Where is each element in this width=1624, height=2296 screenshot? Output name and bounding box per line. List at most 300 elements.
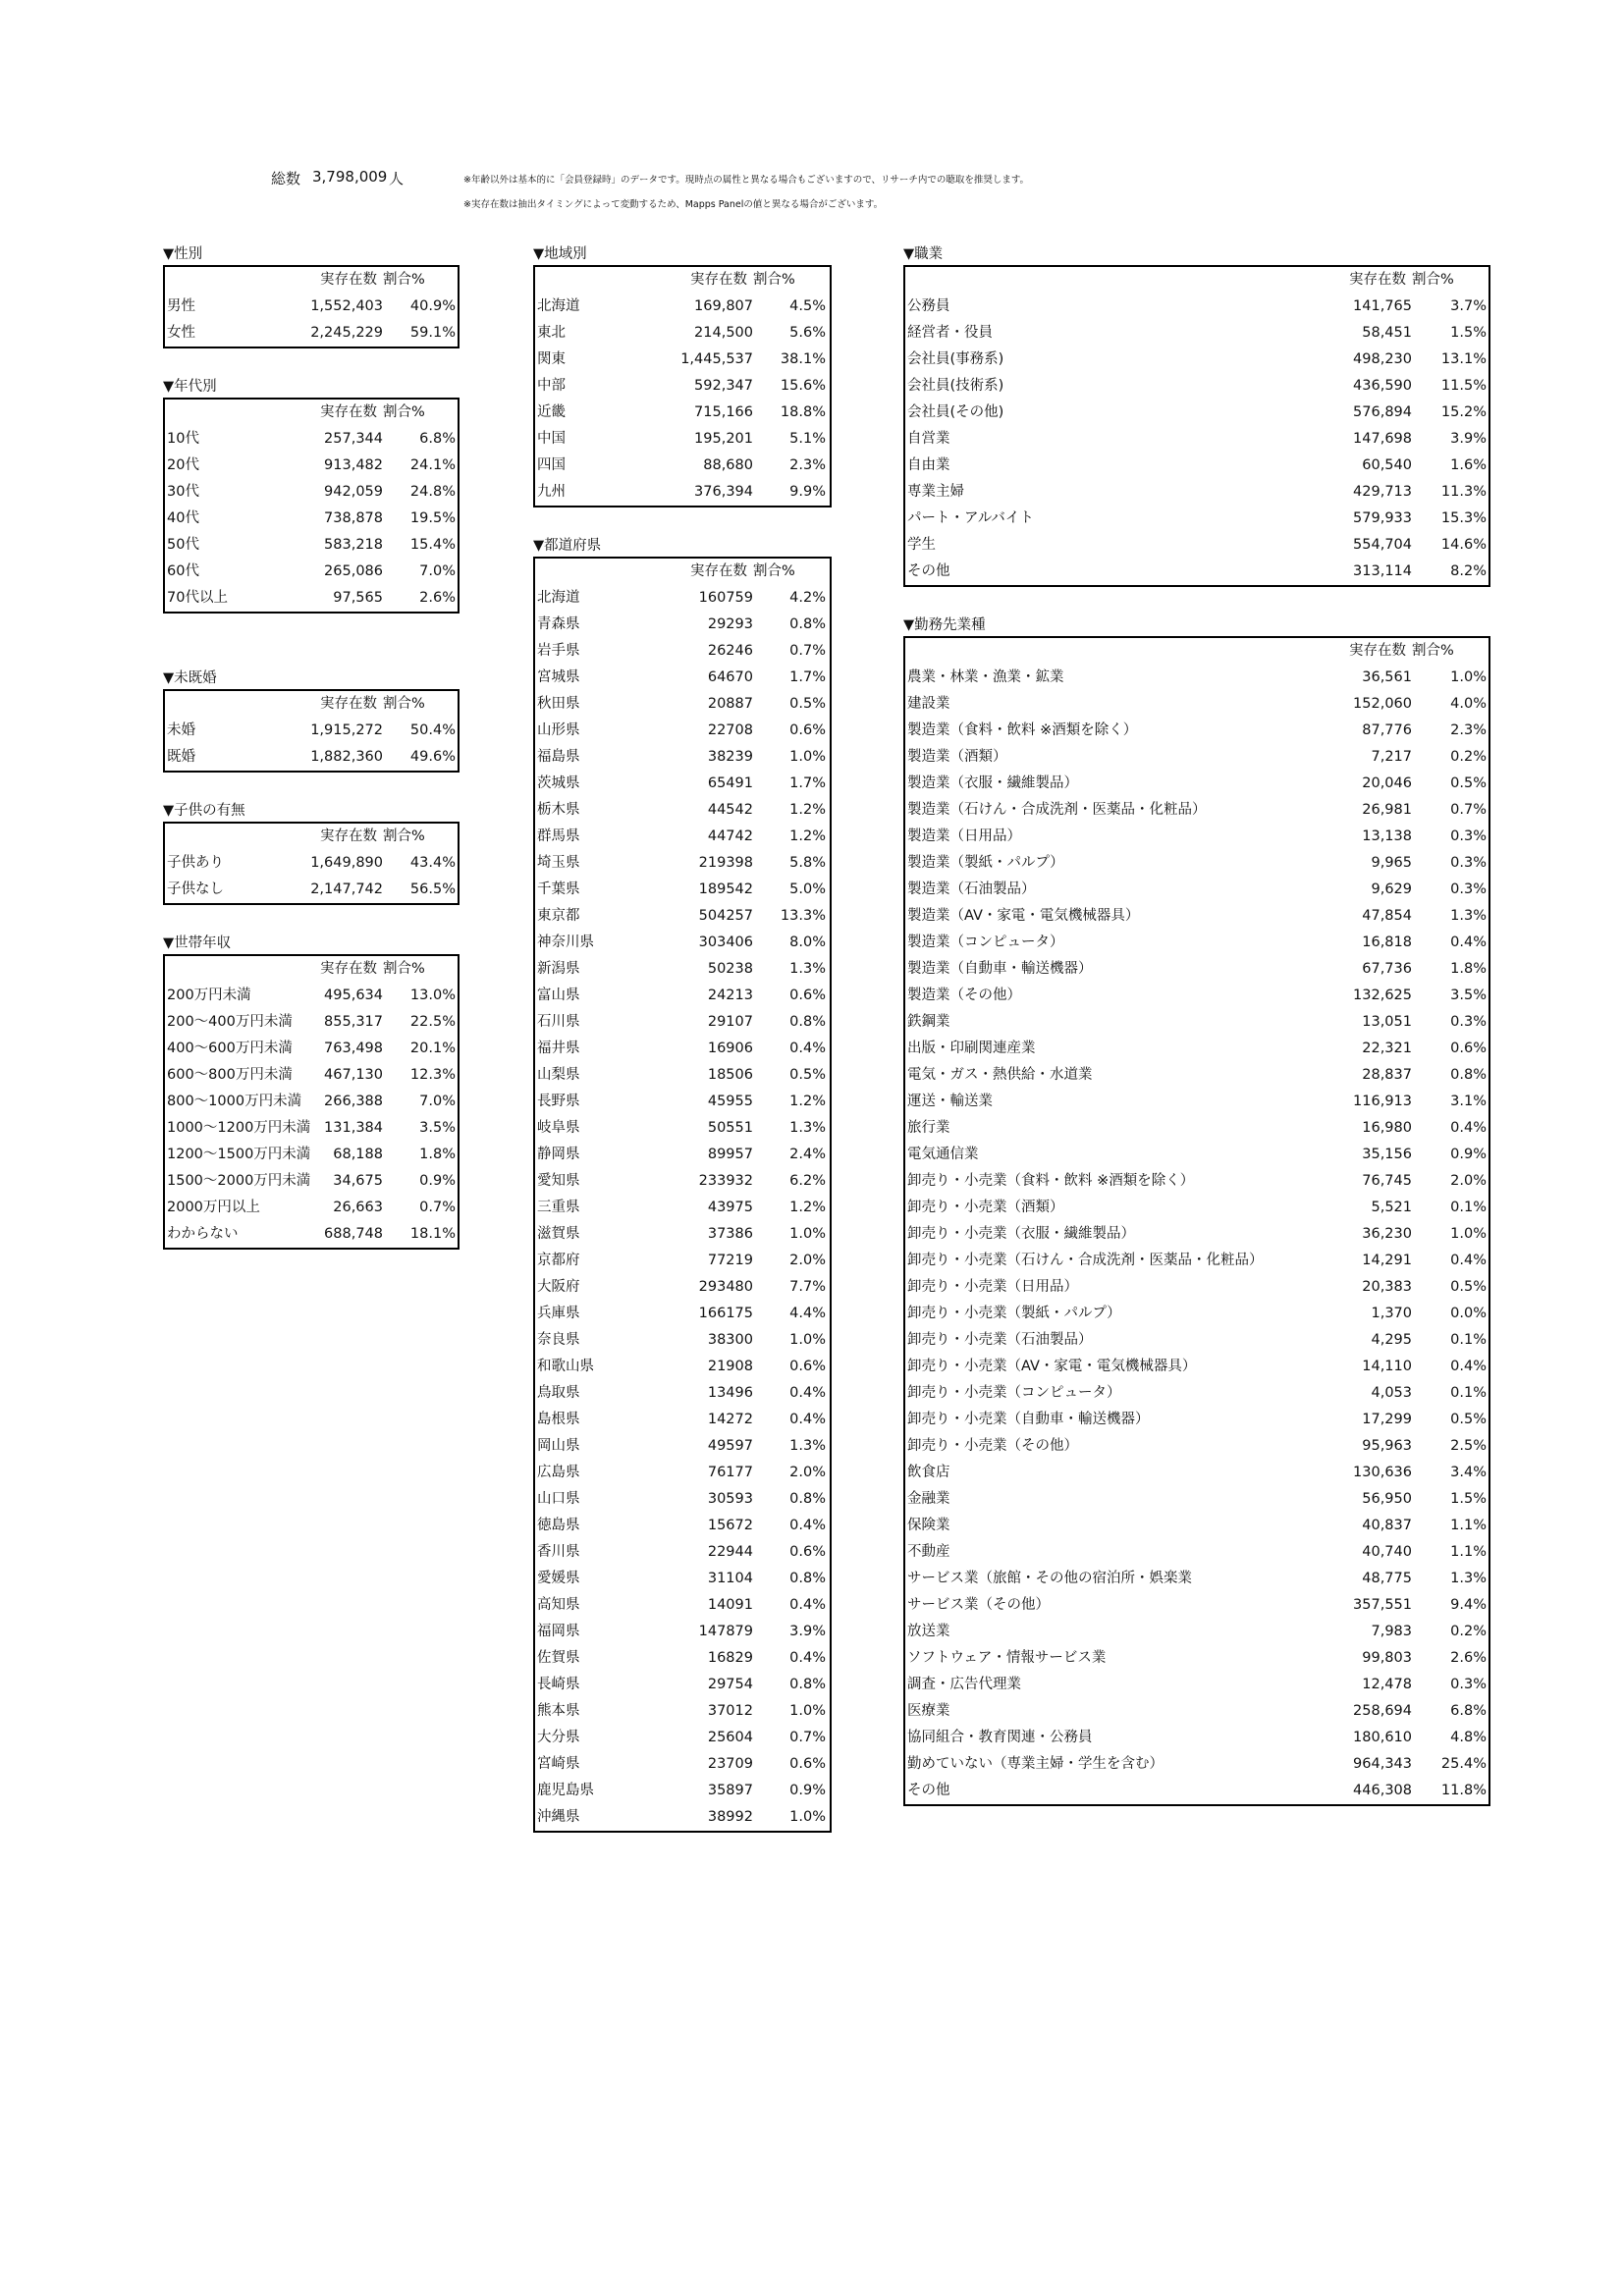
table-row: [535, 1619, 830, 1645]
table-header-row: [165, 400, 458, 426]
data-table: [163, 398, 460, 614]
row-label: 放送業: [907, 1624, 950, 1639]
table-row: [535, 373, 830, 400]
table-row: [535, 453, 830, 479]
row-count: 214,500: [694, 325, 753, 341]
row-count: 58,451: [1362, 325, 1412, 341]
table-row: [535, 1327, 830, 1354]
section-gender: [163, 243, 460, 348]
row-count: 13496: [707, 1385, 753, 1401]
row-count: 9,965: [1371, 855, 1412, 871]
row-label: 北海道: [537, 298, 580, 314]
row-count: 40,837: [1362, 1518, 1412, 1533]
row-pct: 0.8%: [789, 616, 826, 632]
row-count: 2,245,229: [310, 325, 383, 341]
row-count: 68,188: [333, 1147, 383, 1162]
row-pct: 0.7%: [789, 643, 826, 659]
header-count: 実存在数: [690, 272, 747, 288]
row-label: 未婚: [167, 722, 195, 738]
table-row: [905, 1089, 1489, 1115]
table-row: [535, 1407, 830, 1433]
row-label: 中部: [537, 378, 566, 394]
table-row: [905, 1513, 1489, 1539]
row-label: 60代: [167, 563, 199, 579]
table-row: [535, 1804, 830, 1831]
row-label: 秋田県: [537, 696, 580, 712]
row-count: 38239: [707, 749, 753, 765]
row-count: 467,130: [324, 1067, 383, 1083]
row-count: 23709: [707, 1756, 753, 1772]
row-label: 大阪府: [537, 1279, 580, 1295]
row-count: 303406: [698, 934, 753, 950]
header-name-cell: [165, 267, 285, 294]
row-label: 鳥取県: [537, 1385, 580, 1401]
row-label: 自営業: [907, 431, 950, 447]
row-pct: 1.0%: [789, 1703, 826, 1719]
table-row: [905, 1036, 1489, 1062]
row-pct: 0.4%: [1450, 1120, 1487, 1136]
table-row: [535, 1089, 830, 1115]
section-marital: [163, 667, 460, 773]
table-row: [535, 1566, 830, 1592]
table-row: [535, 877, 830, 903]
row-label: 大分県: [537, 1730, 580, 1745]
row-count: 1,649,890: [310, 855, 383, 871]
table-row: [165, 983, 458, 1009]
table-row: [165, 1115, 458, 1142]
table-row: [535, 612, 830, 638]
data-table: [163, 954, 460, 1250]
section-industry: [903, 614, 1490, 1806]
row-label: 調査・広告代理業: [907, 1677, 1021, 1692]
row-label: 製造業（食料・飲料 ※酒類を除く）: [907, 722, 1138, 738]
table-row: [535, 1301, 830, 1327]
header-name-cell: [905, 638, 1290, 665]
table-row: [905, 1380, 1489, 1407]
row-pct: 0.5%: [789, 1067, 826, 1083]
table-row: [905, 1778, 1489, 1804]
row-label: 高知県: [537, 1597, 580, 1613]
table-row: [905, 1274, 1489, 1301]
row-pct: 19.5%: [409, 510, 456, 526]
table-header-row: [165, 956, 458, 983]
table-row: [905, 1354, 1489, 1380]
row-label: 茨城県: [537, 775, 580, 791]
row-label: 経営者・役員: [907, 325, 993, 341]
row-pct: 1.0%: [1450, 1226, 1487, 1242]
row-label: 70代以上: [167, 590, 228, 606]
row-label: 奈良県: [537, 1332, 580, 1348]
row-pct: 1.0%: [789, 1809, 826, 1825]
table-header-row: [535, 559, 830, 585]
row-pct: 0.2%: [1450, 749, 1487, 765]
row-pct: 3.1%: [1450, 1094, 1487, 1109]
section-income: [163, 933, 460, 1250]
row-count: 180,610: [1353, 1730, 1412, 1745]
row-label: 会社員(事務系): [907, 351, 1004, 367]
table-row: [535, 1751, 830, 1778]
row-count: 22708: [707, 722, 753, 738]
row-label: 四国: [537, 457, 566, 473]
row-count: 763,498: [324, 1041, 383, 1056]
row-label: 電気・ガス・熱供給・水道業: [907, 1067, 1093, 1083]
row-pct: 0.4%: [789, 1650, 826, 1666]
row-count: 14091: [707, 1597, 753, 1613]
row-label: 香川県: [537, 1544, 580, 1560]
total-unit: 人: [389, 170, 405, 187]
row-count: 64670: [707, 669, 753, 685]
table-row: [905, 1115, 1489, 1142]
row-pct: 2.6%: [1450, 1650, 1487, 1666]
table-row: [905, 373, 1489, 400]
table-row: [535, 1036, 830, 1062]
row-label: 鉄鋼業: [907, 1014, 950, 1030]
row-pct: 7.7%: [789, 1279, 826, 1295]
row-count: 20887: [707, 696, 753, 712]
row-pct: 22.5%: [409, 1014, 456, 1030]
row-pct: 5.6%: [789, 325, 826, 341]
table-row: [535, 479, 830, 506]
row-pct: 0.3%: [1450, 1014, 1487, 1030]
row-count: 1,445,537: [680, 351, 753, 367]
table-row: [905, 1672, 1489, 1698]
section-title: ▼世帯年収: [163, 935, 232, 951]
data-table: [903, 636, 1490, 1806]
table-header-row: [535, 267, 830, 294]
row-pct: 3.7%: [1450, 298, 1487, 314]
row-label: 不動産: [907, 1544, 950, 1560]
table-row: [165, 1036, 458, 1062]
row-pct: 4.2%: [789, 590, 826, 606]
row-pct: 0.5%: [1450, 1279, 1487, 1295]
row-count: 14,291: [1362, 1253, 1412, 1268]
header-name-cell: [535, 559, 655, 585]
row-label: 男性: [167, 298, 195, 314]
table-row: [905, 797, 1489, 824]
header-pct: 割合%: [383, 696, 425, 712]
table-row: [165, 532, 458, 559]
row-pct: 13.1%: [1440, 351, 1487, 367]
row-pct: 1.7%: [789, 669, 826, 685]
table-row: [905, 1248, 1489, 1274]
row-count: 4,295: [1371, 1332, 1412, 1348]
row-count: 16829: [707, 1650, 753, 1666]
row-label: 宮崎県: [537, 1756, 580, 1772]
table-row: [905, 1539, 1489, 1566]
row-label: 公務員: [907, 298, 950, 314]
row-count: 116,913: [1353, 1094, 1412, 1109]
table-header-row: [905, 638, 1489, 665]
row-label: 宮城県: [537, 669, 580, 685]
row-pct: 2.3%: [789, 457, 826, 473]
table-row: [535, 956, 830, 983]
row-pct: 0.8%: [789, 1571, 826, 1586]
row-label: サービス業（旅館・その他の宿泊所・娯楽業: [907, 1571, 1192, 1586]
table-row: [535, 347, 830, 373]
row-count: 24213: [707, 988, 753, 1003]
row-count: 65491: [707, 775, 753, 791]
row-count: 7,983: [1371, 1624, 1412, 1639]
total-label: 総数: [271, 170, 301, 187]
row-pct: 15.2%: [1440, 404, 1487, 420]
row-label: 200～400万円未満: [167, 1014, 293, 1030]
section-title: ▼未既婚: [163, 670, 217, 686]
header-count: 実存在数: [320, 404, 377, 420]
row-pct: 1.8%: [419, 1147, 456, 1162]
table-row: [165, 1142, 458, 1168]
row-pct: 0.3%: [1450, 855, 1487, 871]
row-pct: 2.6%: [419, 590, 456, 606]
table-row: [535, 1274, 830, 1301]
table-row: [905, 877, 1489, 903]
row-count: 313,114: [1353, 563, 1412, 579]
row-pct: 0.4%: [789, 1518, 826, 1533]
row-label: 山形県: [537, 722, 580, 738]
row-label: 飲食店: [907, 1465, 950, 1480]
row-count: 60,540: [1362, 457, 1412, 473]
row-pct: 9.9%: [789, 484, 826, 500]
row-count: 76,745: [1362, 1173, 1412, 1189]
row-pct: 0.7%: [789, 1730, 826, 1745]
row-pct: 0.3%: [1450, 881, 1487, 897]
section-children: [163, 800, 460, 905]
row-count: 14272: [707, 1412, 753, 1427]
row-pct: 1.6%: [1450, 457, 1487, 473]
row-count: 132,625: [1353, 988, 1412, 1003]
table-row: [535, 294, 830, 320]
table-row: [535, 1354, 830, 1380]
table-row: [165, 294, 458, 320]
row-pct: 56.5%: [409, 881, 456, 897]
table-row: [535, 824, 830, 850]
row-count: 29107: [707, 1014, 753, 1030]
table-row: [535, 400, 830, 426]
row-pct: 15.3%: [1440, 510, 1487, 526]
row-count: 44542: [707, 802, 753, 818]
row-count: 15672: [707, 1518, 753, 1533]
row-pct: 0.1%: [1450, 1332, 1487, 1348]
row-label: パート・アルバイト: [907, 510, 1034, 526]
header-pct: 割合%: [383, 404, 425, 420]
table-row: [905, 1725, 1489, 1751]
row-count: 88,680: [703, 457, 753, 473]
table-row: [905, 956, 1489, 983]
row-label: 製造業（衣服・繊維製品）: [907, 775, 1078, 791]
table-row: [535, 691, 830, 718]
row-count: 14,110: [1362, 1359, 1412, 1374]
row-label: 岐阜県: [537, 1120, 580, 1136]
row-label: 専業主婦: [907, 484, 964, 500]
row-label: 山口県: [537, 1491, 580, 1507]
row-label: 自由業: [907, 457, 950, 473]
row-pct: 0.3%: [1450, 828, 1487, 844]
table-row: [905, 824, 1489, 850]
table-row: [535, 771, 830, 797]
row-pct: 0.5%: [1450, 1412, 1487, 1427]
row-label: 子供あり: [167, 855, 224, 871]
table-row: [535, 1433, 830, 1460]
row-pct: 1.3%: [1450, 908, 1487, 924]
row-pct: 11.8%: [1440, 1783, 1487, 1798]
row-label: 和歌山県: [537, 1359, 594, 1374]
row-pct: 5.0%: [789, 881, 826, 897]
row-count: 38992: [707, 1809, 753, 1825]
section-occupation: [903, 243, 1490, 587]
table-row: [535, 1486, 830, 1513]
section-title: ▼地域別: [533, 246, 587, 262]
table-row: [535, 1698, 830, 1725]
table-row: [905, 1142, 1489, 1168]
table-row: [905, 294, 1489, 320]
row-label: 石川県: [537, 1014, 580, 1030]
table-row: [905, 1062, 1489, 1089]
row-pct: 9.4%: [1450, 1597, 1487, 1613]
row-count: 40,740: [1362, 1544, 1412, 1560]
row-count: 1,370: [1371, 1306, 1412, 1321]
table-row: [535, 1778, 830, 1804]
row-label: 愛媛県: [537, 1571, 580, 1586]
table-row: [535, 930, 830, 956]
row-label: 400～600万円未満: [167, 1041, 293, 1056]
data-table: [163, 265, 460, 348]
row-count: 89957: [707, 1147, 753, 1162]
row-pct: 1.2%: [789, 802, 826, 818]
row-count: 43975: [707, 1200, 753, 1215]
row-count: 855,317: [324, 1014, 383, 1030]
row-label: 近畿: [537, 404, 566, 420]
row-count: 49597: [707, 1438, 753, 1454]
row-count: 130,636: [1353, 1465, 1412, 1480]
row-pct: 13.3%: [780, 908, 826, 924]
table-row: [165, 877, 458, 903]
row-label: 1500～2000万円未満: [167, 1173, 311, 1189]
row-pct: 1.3%: [1450, 1571, 1487, 1586]
table-row: [535, 1380, 830, 1407]
row-pct: 1.5%: [1450, 325, 1487, 341]
row-pct: 2.0%: [1450, 1173, 1487, 1189]
table-row: [905, 1327, 1489, 1354]
row-label: 800～1000万円未満: [167, 1094, 302, 1109]
row-count: 31104: [707, 1571, 753, 1586]
row-label: 電気通信業: [907, 1147, 979, 1162]
row-pct: 0.5%: [789, 696, 826, 712]
data-table: [533, 265, 832, 507]
row-label: 勤めていない（専業主婦・学生を含む）: [907, 1756, 1164, 1772]
row-count: 141,765: [1353, 298, 1412, 314]
row-pct: 3.5%: [419, 1120, 456, 1136]
row-count: 28,837: [1362, 1067, 1412, 1083]
row-label: 30代: [167, 484, 199, 500]
row-pct: 1.2%: [789, 828, 826, 844]
row-pct: 5.1%: [789, 431, 826, 447]
row-pct: 24.8%: [409, 484, 456, 500]
row-label: 三重県: [537, 1200, 580, 1215]
row-count: 160759: [698, 590, 753, 606]
row-label: 600～800万円未満: [167, 1067, 293, 1083]
table-row: [905, 453, 1489, 479]
row-count: 504257: [698, 908, 753, 924]
table-row: [905, 850, 1489, 877]
row-label: 卸売り・小売業（酒類）: [907, 1200, 1064, 1215]
row-pct: 0.8%: [789, 1677, 826, 1692]
row-label: 滋賀県: [537, 1226, 580, 1242]
row-label: 卸売り・小売業（石油製品）: [907, 1332, 1093, 1348]
row-pct: 0.4%: [1450, 1359, 1487, 1374]
row-count: 189542: [698, 881, 753, 897]
row-label: 製造業（その他）: [907, 988, 1021, 1003]
table-row: [905, 1698, 1489, 1725]
header-name-cell: [165, 956, 285, 983]
row-label: 40代: [167, 510, 199, 526]
table-row: [535, 718, 830, 744]
row-pct: 59.1%: [409, 325, 456, 341]
header-pct: 割合%: [1412, 643, 1454, 659]
row-label: ソフトウェア・情報サービス業: [907, 1650, 1107, 1666]
row-count: 169,807: [694, 298, 753, 314]
row-label: 福島県: [537, 749, 580, 765]
row-pct: 0.0%: [1450, 1306, 1487, 1321]
table-row: [165, 585, 458, 612]
table-row: [905, 903, 1489, 930]
row-count: 715,166: [694, 404, 753, 420]
row-pct: 49.6%: [409, 749, 456, 765]
row-count: 219398: [698, 855, 753, 871]
header-name-cell: [905, 267, 1290, 294]
row-pct: 1.3%: [789, 1438, 826, 1454]
row-pct: 50.4%: [409, 722, 456, 738]
row-label: 医療業: [907, 1703, 950, 1719]
row-label: 群馬県: [537, 828, 580, 844]
row-count: 95,963: [1362, 1438, 1412, 1454]
table-row: [165, 453, 458, 479]
row-pct: 1.0%: [789, 749, 826, 765]
row-count: 913,482: [324, 457, 383, 473]
row-pct: 0.6%: [789, 988, 826, 1003]
row-pct: 0.3%: [1450, 1677, 1487, 1692]
row-count: 357,551: [1353, 1597, 1412, 1613]
row-count: 76177: [707, 1465, 753, 1480]
row-label: 兵庫県: [537, 1306, 580, 1321]
row-count: 16,818: [1362, 934, 1412, 950]
table-row: [165, 320, 458, 347]
table-row: [165, 1089, 458, 1115]
row-label: 卸売り・小売業（食料・飲料 ※酒類を除く）: [907, 1173, 1195, 1189]
row-count: 9,629: [1371, 881, 1412, 897]
row-count: 29293: [707, 616, 753, 632]
row-count: 16906: [707, 1041, 753, 1056]
row-pct: 3.9%: [1450, 431, 1487, 447]
row-count: 26,981: [1362, 802, 1412, 818]
row-pct: 0.5%: [1450, 775, 1487, 791]
row-label: その他: [907, 1783, 950, 1798]
row-pct: 6.8%: [1450, 1703, 1487, 1719]
row-label: 卸売り・小売業（製紙・パルプ）: [907, 1306, 1121, 1321]
row-pct: 0.8%: [789, 1491, 826, 1507]
row-label: 岩手県: [537, 643, 580, 659]
row-count: 579,933: [1353, 510, 1412, 526]
row-pct: 1.2%: [789, 1094, 826, 1109]
table-row: [905, 1619, 1489, 1645]
table-row: [905, 1645, 1489, 1672]
row-label: 佐賀県: [537, 1650, 580, 1666]
row-count: 67,736: [1362, 961, 1412, 977]
table-row: [535, 850, 830, 877]
row-count: 97,565: [333, 590, 383, 606]
row-label: 栃木県: [537, 802, 580, 818]
table-row: [535, 320, 830, 347]
section-prefecture: [533, 535, 832, 1833]
table-row: [905, 983, 1489, 1009]
